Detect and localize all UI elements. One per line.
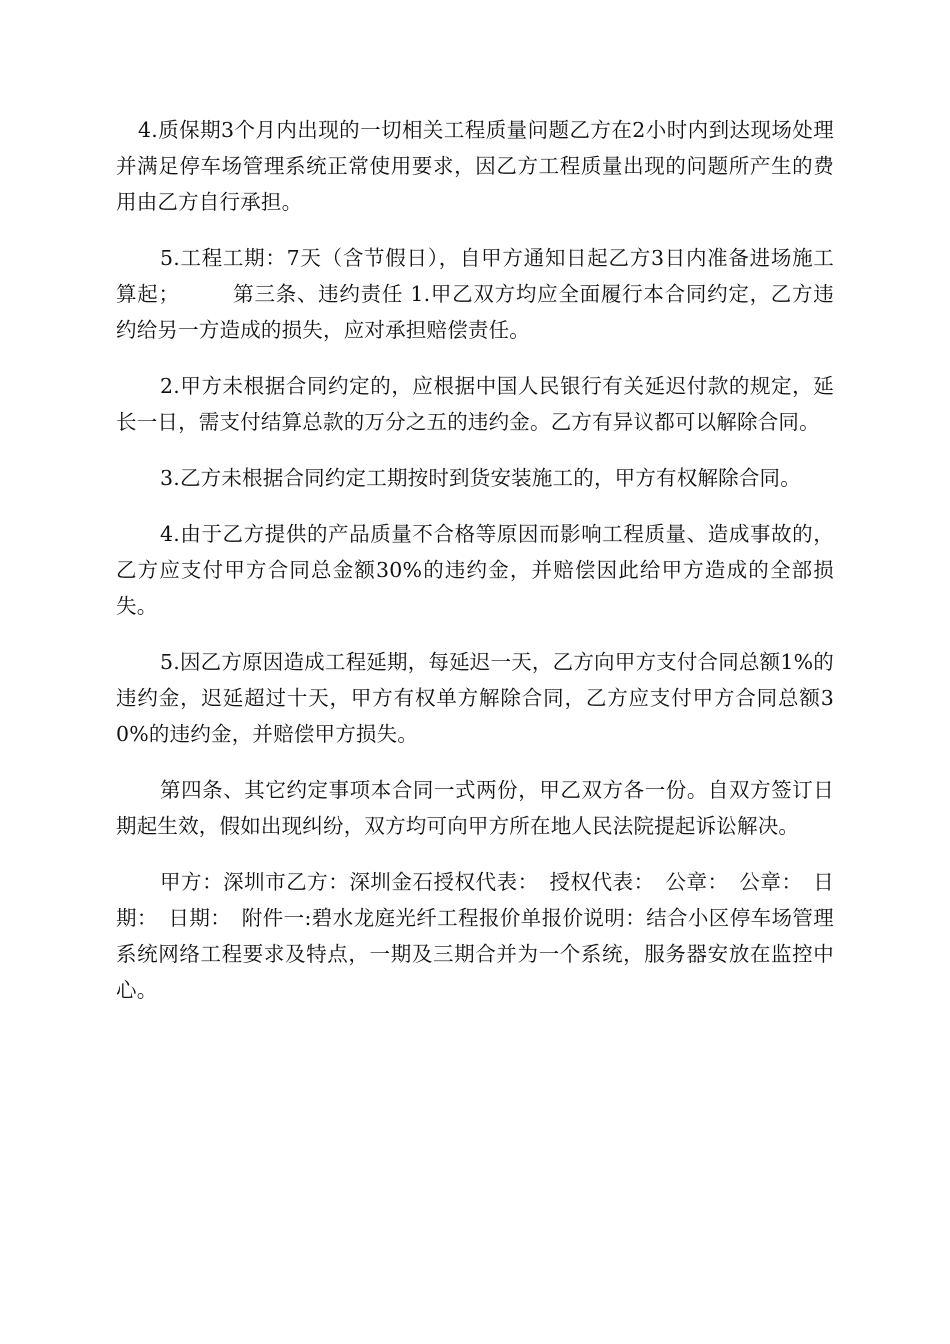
paragraph-warranty: 4.质保期3个月内出现的一切相关工程质量问题乙方在2小时内到达现场处理并满足停车场管理系统正常使用要求，因乙方工程质量出现的问题所产生的费用由乙方自行承担。 (116, 118, 834, 214)
paragraph-construction-period: 5.工程工期：7天（含节假日），自甲方通知日起乙方3日内准备进场施工算起； 第三条、违约责任 1.甲乙双方均应全面履行本合同约定，乙方违约给另一方造成的损失，应对承担赔偿责任。 (116, 246, 834, 342)
paragraph-signatures-attachment: 甲方：深圳市乙方：深圳金石授权代表： 授权代表： 公章： 公章： 日期： 日期： 附件一:碧水龙庭光纤工程报价单报价说明：结合小区停车场管理系统网络工程要求及特点，一期及三期合并为一个系统，服务器安放在监控中心。 (116, 870, 834, 1002)
paragraph-delay-penalty: 5.因乙方原因造成工程延期，每延迟一天，乙方向甲方支付合同总额1%的违约金，迟延超过十天，甲方有权单方解除合同，乙方应支付甲方合同总额30%的违约金，并赔偿甲方损失。 (116, 650, 834, 746)
paragraph-other-terms: 第四条、其它约定事项本合同一式两份，甲乙双方各一份。自双方签订日期起生效，假如出现纠纷，双方均可向甲方所在地人民法院提起诉讼解决。 (116, 778, 834, 838)
document-body (116, 112, 834, 1028)
paragraph-late-delivery: 3.乙方未根据合同约定工期按时到货安装施工的，甲方有权解除合同。 (160, 466, 801, 490)
paragraph-quality-penalty: 4.由于乙方提供的产品质量不合格等原因而影响工程质量、造成事故的，乙方应支付甲方合同总金额30%的违约金，并赔偿因此给甲方造成的全部损失。 (116, 522, 834, 618)
paragraph-late-payment: 2.甲方未根据合同约定的，应根据中国人民银行有关延迟付款的规定，延长一日，需支付结算总款的万分之五的违约金。乙方有异议都可以解除合同。 (116, 374, 834, 434)
